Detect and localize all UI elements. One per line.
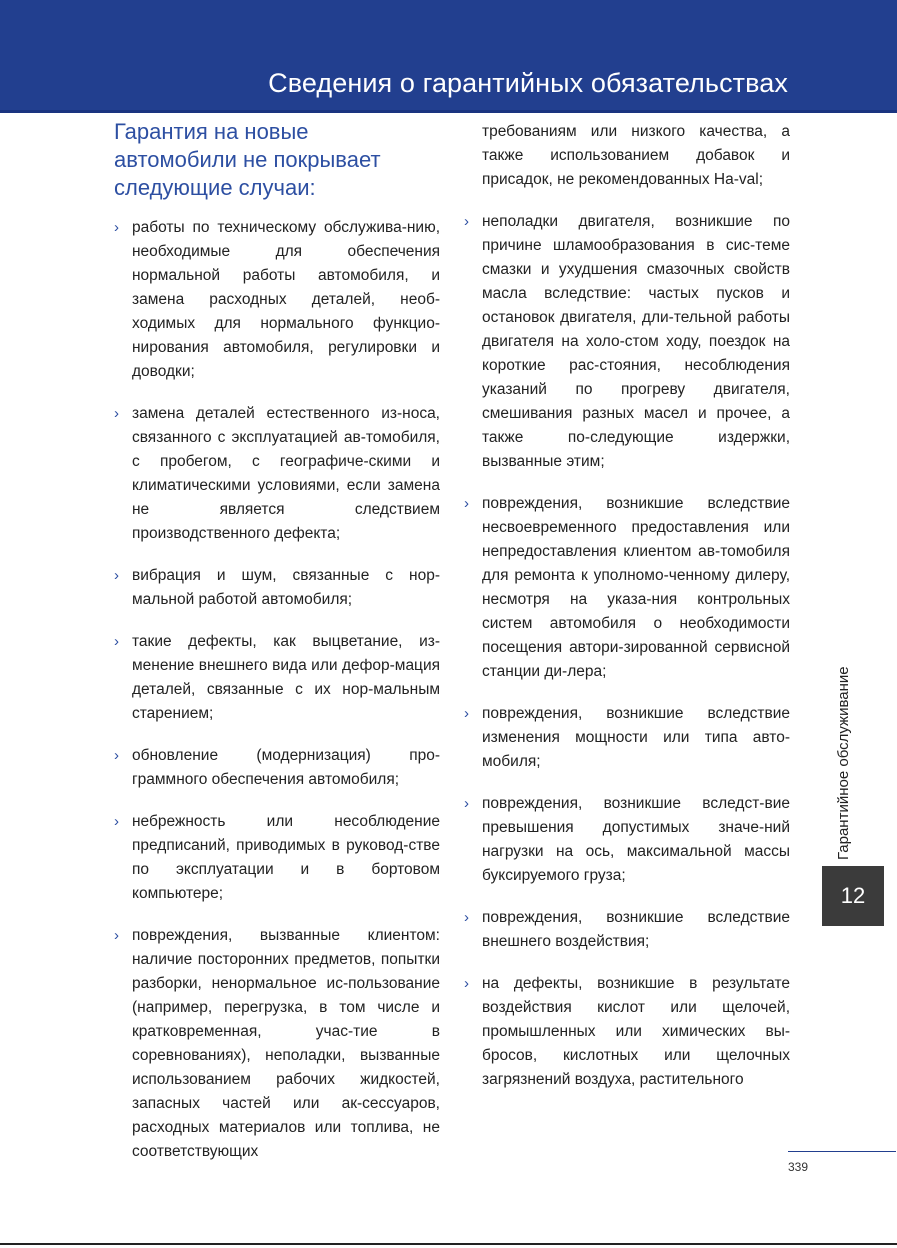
list-item-text: неполадки двигателя, возникшие по причине шламообразования в сис-теме смазки и ухудшения смазочных свойств масла вследствие: частых пусков и остановок двигателя, дли-тельной работы двигателя на холо-стом ходу, поездок на короткие рас-стояния, несоблюдения указаний по прогреву двигателя, смешивания разных масел и прочее, а также по-следующие издержки, вызванные этим; (482, 213, 790, 470)
list-item-text: обновление (модернизация) про-граммного обеспечения автомобиля; (132, 747, 440, 788)
list-item-text: повреждения, возникшие вследствие внешнего воздействия; (482, 909, 790, 950)
list-item-continuation (460, 120, 790, 192)
list-item (460, 210, 790, 474)
list-item (110, 402, 440, 546)
list-item-text: повреждения, возникшие вследствие несвоевременного предоставления или непредоставления клиентом ав-томобиля для ремонта к уполномо-ченному дилеру, несмотря на указа-ния контрольных систем автомобиля о необходимости посещения автори-зированной сервисной станции ди-лера; (482, 495, 790, 680)
chevron-right-icon: › (464, 213, 469, 230)
chevron-right-icon: › (464, 705, 469, 722)
list-item (110, 564, 440, 612)
list-item-text: требованиям или низкого качества, а также использованием добавок и присадок, не рекомендованных Ha-val; (482, 123, 790, 188)
list-item-text: замена деталей естественного из-носа, связанного с эксплуатацией ав-томобиля, с пробегом, с географиче-скими и климатическими условиями, если замена не является следствием производственного дефекта; (132, 405, 440, 542)
chevron-right-icon: › (464, 795, 469, 812)
heading-line-2: автомобили не покрывает (114, 147, 381, 172)
list-item (460, 972, 790, 1092)
list-item-text: такие дефекты, как выцветание, из-менение внешнего вида или дефор-мация деталей, связанные с их нор-мальным старением; (132, 633, 440, 722)
list-item-text: вибрация и шум, связанные с нор-мальной работой автомобиля; (132, 567, 440, 608)
chevron-right-icon: › (464, 495, 469, 512)
page-number: 339 (788, 1160, 809, 1174)
list-item (110, 216, 440, 384)
chevron-right-icon: › (464, 909, 469, 926)
chevron-right-icon: › (114, 219, 119, 236)
list-item (110, 630, 440, 726)
section-heading (114, 118, 440, 202)
chevron-right-icon: › (114, 633, 119, 650)
chevron-right-icon: › (114, 747, 119, 764)
right-column (460, 120, 790, 1110)
footer-divider (788, 1151, 896, 1152)
header-divider (0, 110, 897, 113)
list-item (460, 702, 790, 774)
heading-line-1: Гарантия на новые (114, 119, 309, 144)
chevron-right-icon: › (114, 813, 119, 830)
heading-line-3: следующие случаи: (114, 175, 316, 200)
chevron-right-icon: › (114, 405, 119, 422)
bottom-divider (0, 1243, 897, 1245)
page-title: Сведения о гарантийных обязательствах (268, 68, 788, 98)
list-item-text: небрежность или несоблюдение предписаний, приводимых в руковод-стве по эксплуатации и в бортовом компьютере; (132, 813, 440, 902)
list-item (110, 810, 440, 906)
list-item-text: повреждения, вызванные клиентом: наличие посторонних предметов, попытки разборки, ненормальное ис-пользование (например, перегрузка, в том числе и кратковременная, учас-тие в соревнованиях), неполадки, вызванные использованием рабочих жидкостей, запасных частей или ак-сессуаров, расходных материалов или топлива, не соответствующих (132, 927, 440, 1160)
list-item-text: на дефекты, возникшие в результате воздействия кислот или щелочей, промышленных или химических вы-бросов, кислотных или щелочных загрязнений воздуха, растительного (482, 975, 790, 1088)
side-section-label: Гарантийное обслуживание (835, 666, 852, 860)
chapter-number-badge: 12 (822, 866, 884, 926)
chevron-right-icon: › (114, 927, 119, 944)
left-column (110, 118, 440, 1182)
list-item (460, 792, 790, 888)
list-item (460, 492, 790, 684)
list-item-text: повреждения, возникшие вследст-вие превышения допустимых значе-ний нагрузки на ось, максимальной массы буксируемого груза; (482, 795, 790, 884)
chevron-right-icon: › (464, 975, 469, 992)
chevron-right-icon: › (114, 567, 119, 584)
list-item (460, 906, 790, 954)
list-item (110, 924, 440, 1164)
list-item-text: работы по техническому обслужива-нию, необходимые для обеспечения нормальной работы автомобиля, и замена расходных деталей, необ-ходимых для нормального функцио-нирования автомобиля, регулировки и доводки; (132, 219, 440, 380)
list-item (110, 744, 440, 792)
list-item-text: повреждения, возникшие вследствие изменения мощности или типа авто-мобиля; (482, 705, 790, 770)
